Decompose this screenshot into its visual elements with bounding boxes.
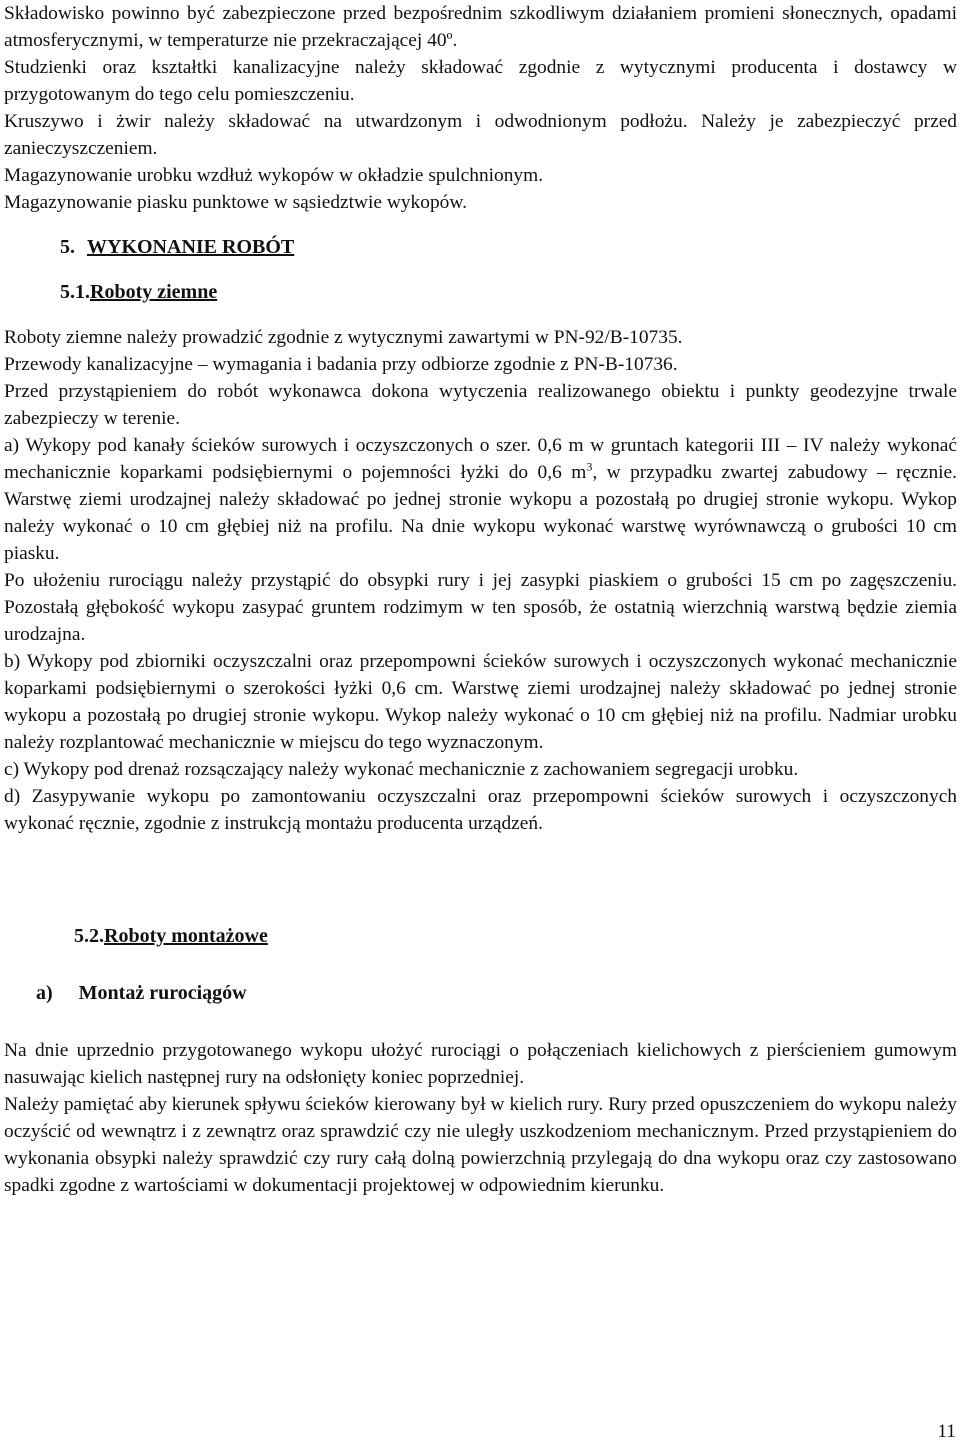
intro-paragraph: Magazynowanie urobku wzdłuż wykopów w okładzie spulchnionym. bbox=[4, 165, 544, 186]
page-number: 11 bbox=[937, 1421, 956, 1442]
section-number: 5.2. bbox=[74, 925, 104, 947]
section-5-1-heading bbox=[60, 279, 957, 306]
intro-paragraph: Składowisko powinno być zabezpieczone przed bezpośrednim szkodliwym działaniem promieni słonecznych, opadami atmosferycznymi, w temperaturze nie przekraczającej 40º. bbox=[4, 3, 957, 51]
document-page bbox=[4, 0, 957, 1199]
section-title: WYKONANIE ROBÓT bbox=[87, 236, 295, 258]
list-item-c: c) Wykopy pod drenaż rozsączający należy wykonać mechanicznie z zachowaniem segregacji urobku. bbox=[4, 759, 799, 780]
intro-paragraph: Studzienki oraz kształtki kanalizacyjne należy składować zgodnie z wytycznymi producenta i dostawcy w przygotowanym do tego celu pomieszczeniu. bbox=[4, 57, 957, 105]
section-5-heading bbox=[60, 234, 957, 261]
section-title: Roboty montażowe bbox=[104, 925, 268, 947]
section-5-2-heading bbox=[74, 923, 957, 950]
subsection-a-heading bbox=[36, 980, 957, 1007]
paragraph: Należy pamiętać aby kierunek spływu ścieków kierowany był w kielich rury. Rury przed opuszczeniem do wykopu należy oczyścić od wewnątrz i z zewnątrz oraz sprawdzić czy nie uległy uszkodzeniom mechanicznym. Przed przystąpieniem do wykonania obsypki należy sprawdzić czy rury całą dolną powierzchnią przylegają do dna wykopu oraz czy zastosowano spadki zgodne z wartościami w dokumentacji projektowej w odpowiednim kierunku. bbox=[4, 1094, 957, 1196]
paragraph: Przed przystąpieniem do robót wykonawca dokona wytyczenia realizowanego obiektu i punkty geodezyjne trwale zabezpieczy w terenie. bbox=[4, 381, 957, 429]
paragraph: Roboty ziemne należy prowadzić zgodnie z wytycznymi zawartymi w PN-92/B-10735. bbox=[4, 327, 683, 348]
list-item-d: d) Zasypywanie wykopu po zamontowaniu oczyszczalni oraz przepompowni ścieków surowych i oczyszczonych wykonać ręcznie, zgodnie z instrukcją montażu producenta urządzeń. bbox=[4, 786, 957, 834]
superscript: 3 bbox=[586, 459, 593, 474]
paragraph: Na dnie uprzednio przygotowanego wykopu ułożyć rurociągi o połączeniach kielichowych z pierścieniem gumowym nasuwając kielich następnej rury na odsłonięty koniec poprzedniej. bbox=[4, 1040, 957, 1088]
subsection-title: Montaż rurociągów bbox=[78, 982, 247, 1004]
section-number: 5. bbox=[60, 236, 75, 258]
subsection-letter: a) bbox=[36, 982, 53, 1004]
list-item-a: a) Wykopy pod kanały ścieków surowych i oczyszczonych o szer. 0,6 m w gruntach kategorii III – IV należy wykonać mechanicznie koparkami podsiębiernymi o pojemności łyżki do 0,6 $m^3$, w przypadku zwartej zabudowy – ręcznie. Warstwę ziemi urodzajnej należy składować po jednej stronie wykopu a pozostałą po drugiej stronie wykopu. Wykop należy wykonać o 10 cm głębiej niż na profilu. Na dnie wykopu wykonać warstwę wyrównawczą o grubości 10 cm piasku. bbox=[4, 435, 957, 564]
intro-paragraph: Magazynowanie piasku punktowe w sąsiedztwie wykopów. bbox=[4, 192, 467, 213]
paragraph: Przewody kanalizacyjne – wymagania i badania przy odbiorze zgodnie z PN-B-10736. bbox=[4, 354, 678, 375]
section-title: Roboty ziemne bbox=[90, 281, 218, 303]
paragraph: Po ułożeniu rurociągu należy przystąpić do obsypki rury i jej zasypki piaskiem o grubości 15 cm po zagęszczeniu. Pozostałą głębokość wykopu zasypać gruntem rodzimym w ten sposób, że ostatnią wierzchnią warstwą będzie ziemia urodzajna. bbox=[4, 570, 957, 645]
section-number: 5.1. bbox=[60, 281, 90, 303]
intro-paragraph: Kruszywo i żwir należy składować na utwardzonym i odwodnionym podłożu. Należy je zabezpieczyć przed zanieczyszczeniem. bbox=[4, 111, 957, 159]
list-item-b: b) Wykopy pod zbiorniki oczyszczalni oraz przepompowni ścieków surowych i oczyszczonych wykonać mechanicznie koparkami podsiębiernymi o szerokości łyżki 0,6 cm. Warstwę ziemi urodzajnej należy składować po jednej stronie wykopu a pozostałą po drugiej stronie wykopu. Wykop należy wykonać o 10 cm głębiej niż na profilu. Nadmiar urobku należy rozplantować mechanicznie w miejscu do tego wyznaczonym. bbox=[4, 651, 957, 753]
